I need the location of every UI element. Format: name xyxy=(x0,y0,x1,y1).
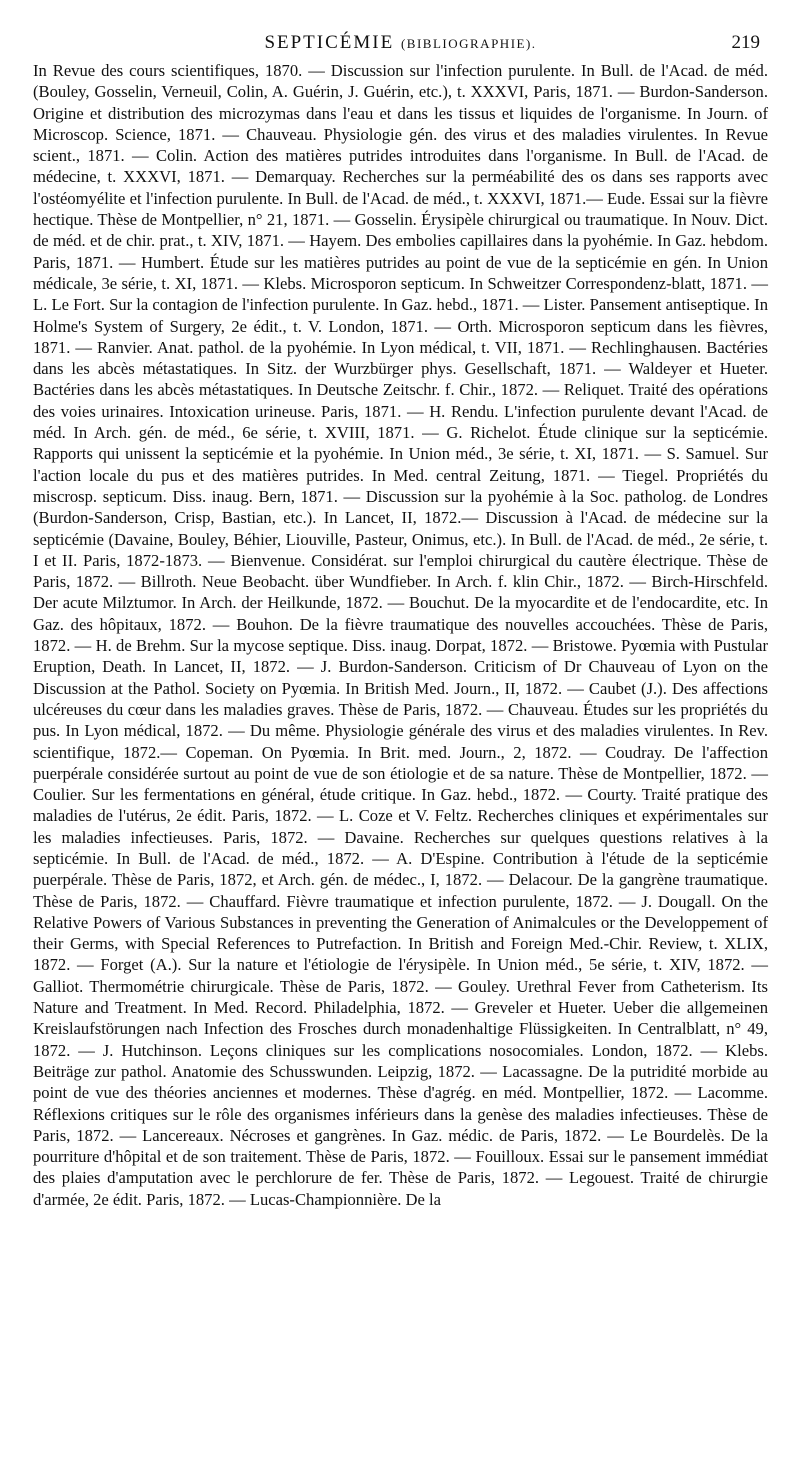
running-title xyxy=(264,32,536,54)
running-title-subtitle: (BIBLIOGRAPHIE). xyxy=(400,36,537,51)
running-header xyxy=(33,26,768,60)
running-title-main: SEPTICÉMIE xyxy=(264,32,395,53)
page-number: 219 xyxy=(731,32,760,53)
bibliography-text: In Revue des cours scientifiques, 1870. — Discussion sur l'infection purulente. In Bull. de l'Acad. de méd. (Bouley, Gosselin, Verneuil, Colin, A. Guérin, J. Guérin, etc.), t. XXXVI, Paris, 1871. — Burdon-Sanderson. Origine et distribution des microzymas dans l'eau et dans les tissus et liquides de l'organisme. In Journ. of Microscop. Science, 1871. — Chauveau. Physiologie gén. des virus et des maladies virulentes. In Revue scient., 1871. — Colin. Action des matières putrides introduites dans l'organisme. In Bull. de l'Acad. de médecine, t. XXXVI, 1871. — Demarquay. Recherches sur la perméabilité des os dans ses rapports avec l'ostéomyélite et l'infection purulente. In Bull. de l'Acad. de méd., t. XXXVI, 1871.— Eude. Essai sur la fièvre hectique. Thèse de Montpellier, n° 21, 1871. — Gosselin. Érysipèle chirurgical ou traumatique. In Nouv. Dict. de méd. et de chir. prat., t. XIV, 1871. — Hayem. Des embolies capillaires dans la pyohémie. In Gaz. hebdom. Paris, 1871. — Humbert. Étude sur les matières putrides au point de vue de la septicémie en gén. In Union médicale, 3e série, t. XI, 1871. — Klebs. Microsporon septicum. In Schweitzer Correspondenz-blatt, 1871. — L. Le Fort. Sur la contagion de l'infection purulente. In Gaz. hebd., 1871. — Lister. Pansement antiseptique. In Holme's System of Surgery, 2e édit., t. V. London, 1871. — Orth. Microsporon septicum dans les fièvres, 1871. — Ranvier. Anat. pathol. de la pyohémie. In Lyon médical, t. VII, 1871. — Rechlinghausen. Bactéries dans les abcès métastatiques. In Sitz. der Wurzbürger phys. Gesellschaft, 1871. — Waldeyer et Hueter. Bactéries dans les abcès métastatiques. In Deutsche Zeitschr. f. Chir., 1872. — Reliquet. Traité des opérations des voies urinaires. Intoxication urineuse. Paris, 1871. — H. Rendu. L'infection purulente devant l'Acad. de méd. In Arch. gén. de méd., 6e série, t. XVIII, 1871. — G. Richelot. Étude clinique sur la septicémie. Rapports qui unissent la septicémie et la pyohémie. In Union méd., 3e série, t. XI, 1871. — S. Samuel. Sur l'action locale du pus et des matières putrides. In Med. central Zeitung, 1871. — Tiegel. Propriétés du miscrosp. septicum. Diss. inaug. Bern, 1871. — Discussion sur la pyohémie à la Soc. patholog. de Londres (Burdon-Sanderson, Crisp, Bastian, etc.). In Lancet, II, 1872.— Discussion à l'Acad. de médecine sur la septicémie (Davaine, Bouley, Béhier, Liouville, Pasteur, Onimus, etc.). In Bull. de l'Acad. de méd., 2e série, t. I et II. Paris, 1872-1873. — Bienvenue. Considérat. sur l'emploi chirurgical du cautère électrique. Thèse de Paris, 1872. — Billroth. Neue Beobacht. über Wundfieber. In Arch. f. klin Chir., 1872. — Birch-Hirschfeld. Der acute Milztumor. In Arch. der Heilkunde, 1872. — Bouchut. De la myocardite et de l'endocardite, etc. In Gaz. des hôpitaux, 1872. — Bouhon. De la fièvre traumatique des nouvelles accouchées. Thèse de Paris, 1872. — H. de Brehm. Sur la mycose septique. Diss. inaug. Dorpat, 1872. — Bristowe. Pyœmia with Pustular Eruption, Death. In Lancet, II, 1872. — J. Burdon-Sanderson. Criticism of Dr Chauveau of Lyon on the Discussion at the Pathol. Society on Pyœmia. In British Med. Journ., II, 1872. — Caubet (J.). Des affections ulcéreuses du cœur dans les maladies graves. Thèse de Paris, 1872. — Chauveau. Études sur les propriétés du pus. In Lyon médical, 1872. — Du même. Physiologie générale des virus et des maladies virulentes. In Rev. scientifique, 1872.— Copeman. On Pyœmia. In Brit. med. Journ., 2, 1872. — Coudray. De l'affection puerpérale considérée surtout au point de vue de son étiologie et de sa nature. Thèse de Montpellier, 1872. — Coulier. Sur les fermentations en général, étude critique. In Gaz. hebd., 1872. — Courty. Traité pratique des maladies de l'utérus, 2e édit. Paris, 1872. — L. Coze et V. Feltz. Recherches cliniques et expérimentales sur les maladies infectieuses. Paris, 1872. — Davaine. Recherches sur quelques questions relatives à la septicémie. In Bull. de l'Acad. de méd., 1872. — A. D'Espine. Contribution à l'étude de la septicémie puerpérale. Thèse de Paris, 1872, et Arch. gén. de médec., I, 1872. — Delacour. De la gangrène traumatique. Thèse de Paris, 1872. — Chauffard. Fièvre traumatique et infection purulente, 1872. — J. Dougall. On the Relative Powers of Various Substances in preventing the Generation of Animalcules or the Developpement of their Germs, with Special References to Putrefaction. In British and Foreign Med.-Chir. Review, t. XLIX, 1872. — Forget (A.). Sur la nature et l'étiologie de l'érysipèle. In Union méd., 5e série, t. XIV, 1872. — Galliot. Thermométrie chirurgicale. Thèse de Paris, 1872. — Gouley. Urethral Fever from Catheterism. Its Nature and Treatment. In Med. Record. Philadelphia, 1872. — Greveler et Hueter. Ueber die allgemeinen Kreislaufstörungen nach Infection des Frosches durch monadenhaltige Flüssigkeiten. In Centralblatt, n° 49, 1872. — J. Hutchinson. Leçons cliniques sur les complications nosocomiales. London, 1872. — Klebs. Beiträge zur pathol. Anatomie des Schusswunden. Leipzig, 1872. — Lacassagne. De la putridité morbide au point de vue des théories anciennes et modernes. Thèse d'agrég. en méd. Montpellier, 1872. — Lacomme. Réflexions critiques sur le rôle des organismes inférieurs dans la genèse des maladies infectieuses. Thèse de Paris, 1872. — Lancereaux. Nécroses et gangrènes. In Gaz. médic. de Paris, 1872. — Le Bourdelès. De la pourriture d'hôpital et de son traitement. Thèse de Paris, 1872. — Fouilloux. Essai sur le pansement immédiat des plaies d'amputation avec le perchlorure de fer. Thèse de Paris, 1872. — Legouest. Traité de chirurgie d'armée, 2e édit. Paris, 1872. — Lucas-Championnière. De la xyxy=(33,61,768,1209)
